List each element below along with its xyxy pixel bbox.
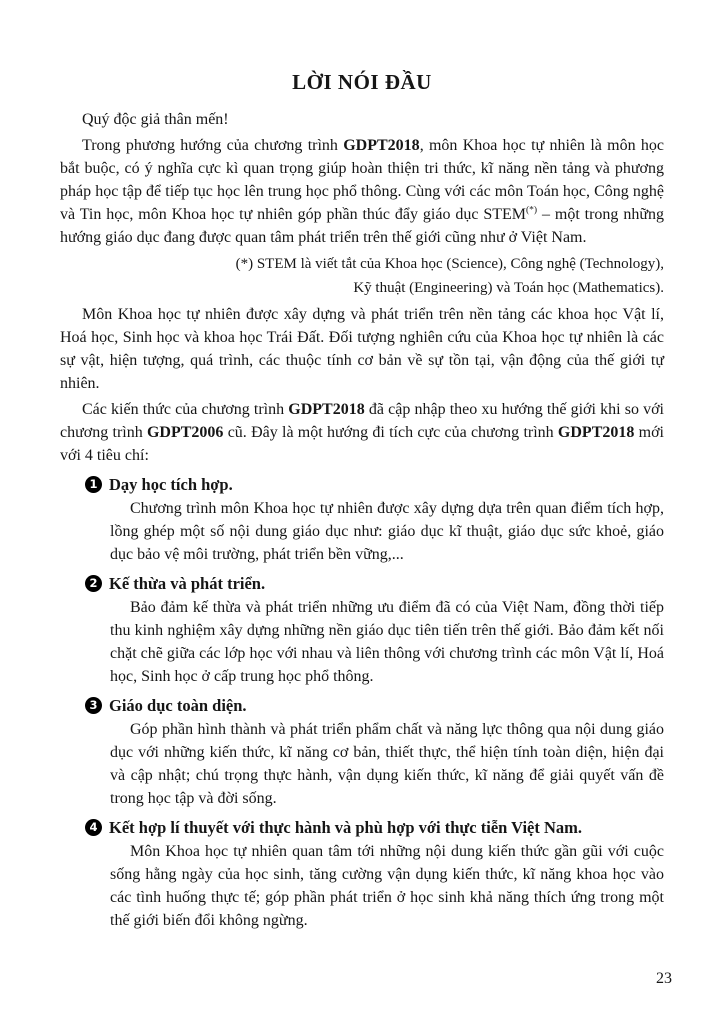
- criterion-heading: Dạy học tích hợp.: [109, 475, 233, 494]
- circled-number-icon: 4: [85, 819, 102, 836]
- criterion-body: Môn Khoa học tự nhiên quan tâm tới những nội dung kiến thức gần gũi với cuộc sống hằng ngày của học sinh, tăng cường vận dụng kiến thức, kĩ năng khoa học vào các tình huống thực tế; góp phần phát triển ở học sinh khả năng thích ứng trong một thế giới biến đổi không ngừng.: [110, 843, 664, 929]
- criterion-heading-row: [85, 694, 664, 717]
- criterion-heading: Giáo dục toàn diện.: [109, 696, 247, 715]
- criterion-heading-row: [85, 816, 664, 839]
- foundation-paragraph: Môn Khoa học tự nhiên được xây dựng và phát triển trên nền tảng các khoa học Vật lí, Hoá học, Sinh học và khoa học Trái Đất. Đối tượng nghiên cứu của Khoa học tự nhiên là các sự vật, hiện tượng, quá trình, các thuộc tính cơ bản về sự tồn tại, vận động của thế giới tự nhiên.: [60, 306, 664, 392]
- page-content: [60, 70, 664, 932]
- criterion-item-2: [60, 572, 664, 688]
- criterion-item-3: [60, 694, 664, 810]
- criterion-heading-row: [85, 473, 664, 496]
- circled-number-icon: 2: [85, 575, 102, 592]
- page-number: 23: [656, 970, 672, 987]
- criterion-heading: Kết hợp lí thuyết với thực hành và phù hợp với thực tiễn Việt Nam.: [109, 818, 583, 837]
- page-title: LỜI NÓI ĐẦU: [292, 70, 432, 94]
- criterion-heading-row: [85, 572, 664, 595]
- criterion-item-1: [60, 473, 664, 566]
- update-paragraph: Các kiến thức của chương trình GDPT2018 đã cập nhập theo xu hướng thế giới khi so với chương trình GDPT2006 cũ. Đây là một hướng đi tích cực của chương trình GDPT2018 mới với 4 tiêu chí:: [60, 401, 665, 464]
- footnote-line-1: (*) STEM là viết tắt của Khoa học (Science), Công nghệ (Technology),: [235, 256, 664, 272]
- intro-paragraph: Trong phương hướng của chương trình GDPT2018, môn Khoa học tự nhiên là môn học bắt buộc, có ý nghĩa cực kì quan trọng giúp hoàn thiện tri thức, kĩ năng nền tảng và phương pháp học tập để tiếp tục học lên trung học phổ thông. Cùng với các môn Toán học, Công nghệ và Tin học, môn Khoa học tự nhiên góp phần thúc đẩy giáo dục STEM(*) – một trong những hướng giáo dục đang được quan tâm phát triển trên thế giới cũng như ở Việt Nam.: [60, 137, 664, 246]
- criterion-body: Chương trình môn Khoa học tự nhiên được xây dựng dựa trên quan điểm tích hợp, lồng ghép một số nội dung giáo dục như: giáo dục kĩ thuật, giáo dục sức khoẻ, giáo dục bảo vệ môi trường, phát triển bền vững,...: [110, 500, 664, 563]
- circled-number-icon: 1: [85, 476, 102, 493]
- criterion-heading: Kế thừa và phát triển.: [109, 574, 266, 593]
- circled-number-icon: 3: [85, 697, 102, 714]
- greeting-paragraph: Quý độc giả thân mến!: [82, 111, 229, 128]
- criterion-item-4: [60, 816, 664, 932]
- criterion-body: Góp phần hình thành và phát triển phẩm chất và năng lực thông qua nội dung giáo dục với những kiến thức, kĩ năng cơ bản, thiết thực, thể hiện tính toàn diện, hiện đại và cập nhật; chú trọng thực hành, vận dụng kiến thức, kĩ năng để giải quyết vấn đề trong học tập và đời sống.: [110, 721, 664, 807]
- footnote-line-2: Kỹ thuật (Engineering) và Toán học (Mathematics).: [353, 280, 664, 296]
- criterion-body: Bảo đảm kế thừa và phát triển những ưu điểm đã có của Việt Nam, đồng thời tiếp thu kinh nghiệm xây dựng những nền giáo dục tiên tiến trên thế giới. Bảo đảm kết nối chặt chẽ giữa các lớp học với nhau và liên thông với chương trình các môn Vật lí, Hoá học, Sinh học ở cấp trung học phổ thông.: [110, 599, 664, 685]
- stem-footnote: [60, 252, 664, 300]
